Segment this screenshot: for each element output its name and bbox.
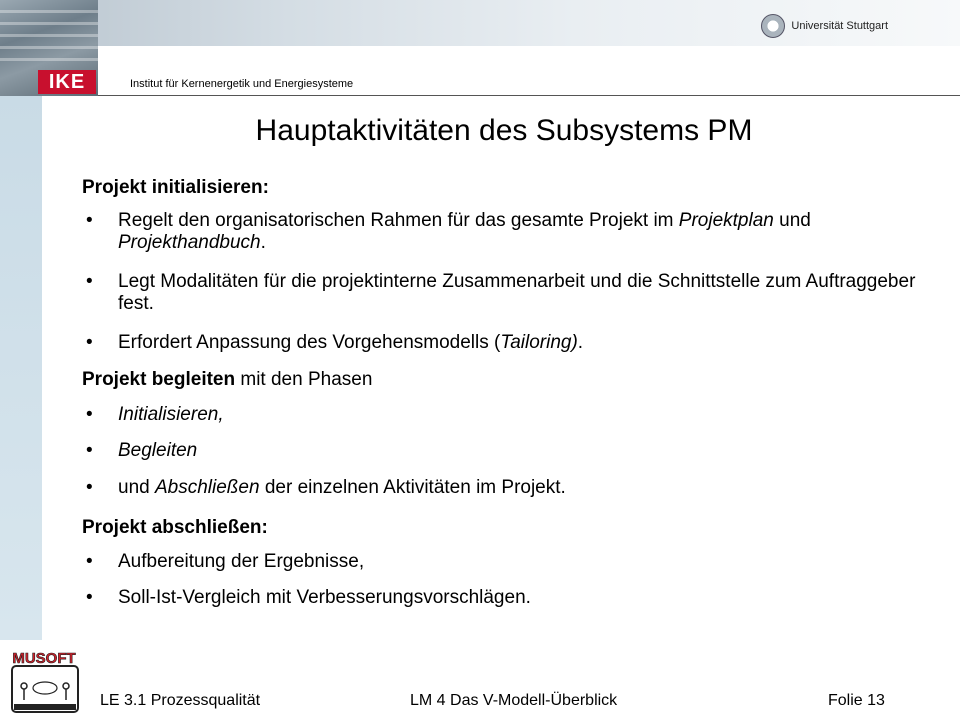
bullet-item: • und Abschließen der einzelnen Aktivitäten im Projekt. xyxy=(82,477,952,499)
header-divider xyxy=(98,95,960,96)
section-heading-initialisieren: Projekt initialisieren: xyxy=(82,177,269,198)
bullet-item: • Initialisieren, xyxy=(82,404,952,426)
university-name: Universität Stuttgart xyxy=(791,20,888,32)
bullet-item: • Erfordert Anpassung des Vorgehensmodells (Tailoring). xyxy=(82,332,952,354)
bullet-item: • Aufbereitung der Ergebnisse, xyxy=(82,551,952,573)
left-rail xyxy=(0,96,42,640)
university-seal-icon xyxy=(761,14,785,38)
institute-name: Institut für Kernenergetik und Energiesysteme xyxy=(130,78,354,90)
footer-module: LM 4 Das V-Modell-Überblick xyxy=(410,692,618,709)
footer-slide-number: Folie 13 xyxy=(828,692,885,709)
bullet-item: • Begleiten xyxy=(82,440,952,462)
svg-text:MUSOFT: MUSOFT xyxy=(12,650,76,667)
slide-content xyxy=(82,176,952,609)
bullet-item: • Legt Modalitäten für die projektinterne Zusammenarbeit und die Schnittstelle zum Auftraggeber fest. xyxy=(82,271,952,315)
section-heading-abschliessen: Projekt abschließen: xyxy=(82,517,268,538)
bullet-item: • Soll-Ist-Vergleich mit Verbesserungsvorschlägen. xyxy=(82,587,952,609)
ike-logo: IKE xyxy=(38,70,96,94)
university-logo xyxy=(761,14,888,38)
section-heading-begleiten: Projekt begleiten mit den Phasen xyxy=(82,369,373,390)
bullet-item: • Regelt den organisatorischen Rahmen für das gesamte Projekt im Projektplan und Projekthandbuch. xyxy=(82,210,952,254)
footer-course: LE 3.1 Prozessqualität xyxy=(100,692,261,709)
slide-title: Hauptaktivitäten des Subsystems PM xyxy=(255,114,753,147)
musoft-logo xyxy=(6,648,84,716)
